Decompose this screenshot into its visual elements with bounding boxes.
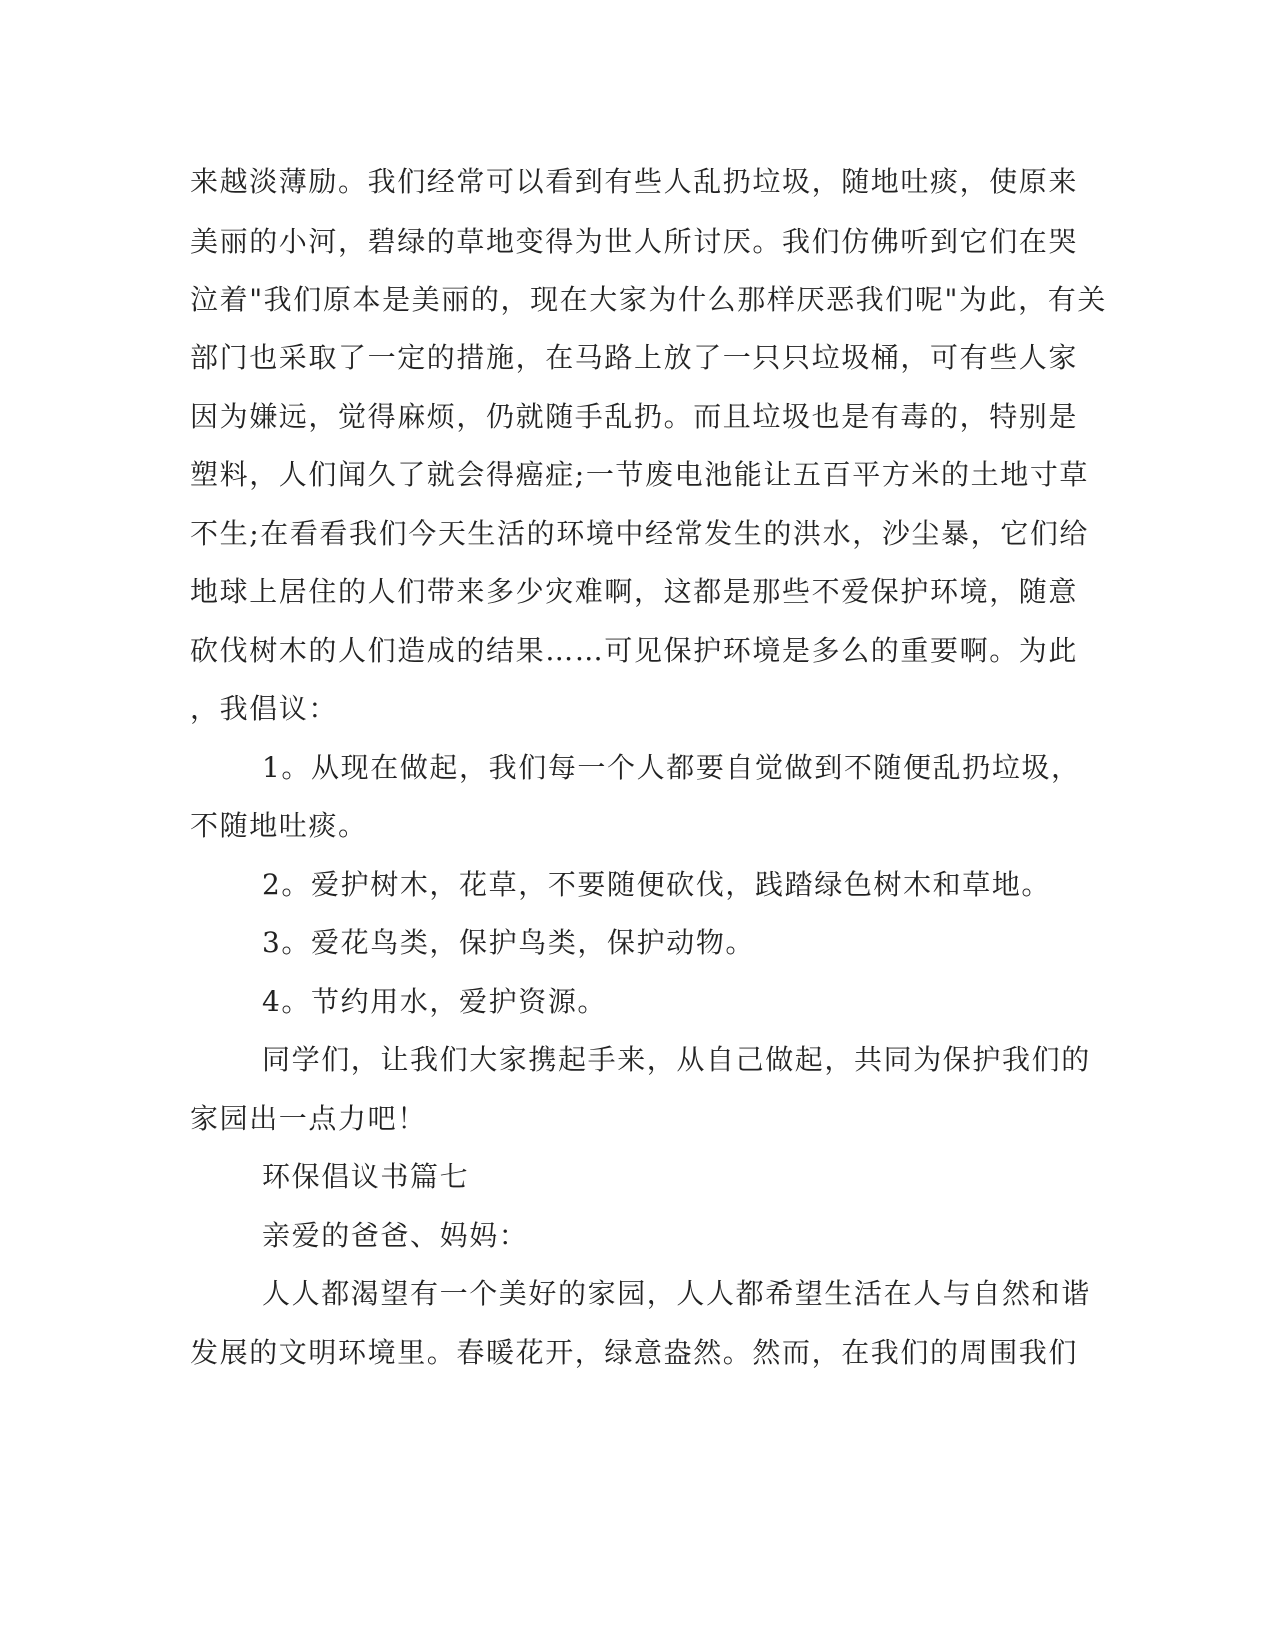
- text-line: 家园出一点力吧！: [190, 1102, 427, 1135]
- text-line: 因为嫌远，觉得麻烦，仍就随手乱扔。而且垃圾也是有毒的，特别是: [190, 400, 1079, 433]
- text-line: 不生;在看看我们今天生活的环境中经常发生的洪水，沙尘暴，它们给: [190, 517, 1090, 550]
- text-line: ，我倡议：: [190, 692, 339, 725]
- text-line: 砍伐树木的人们造成的结果……可见保护环境是多么的重要啊。为此: [190, 634, 1079, 667]
- section-heading: 环保倡议书篇七: [262, 1160, 470, 1193]
- salutation: 亲爱的爸爸、妈妈：: [262, 1219, 529, 1252]
- text-line: 泣着"我们原本是美丽的，现在大家为什么那样厌恶我们呢"为此，有关: [190, 283, 1107, 316]
- text-line: 塑料，人们闻久了就会得癌症;一节废电池能让五百平方米的土地寸草: [190, 458, 1090, 491]
- text-line: 美丽的小河，碧绿的草地变得为世人所讨厌。我们仿佛听到它们在哭: [190, 225, 1079, 258]
- list-item-3: 3。爱花鸟类，保护鸟类，保护动物。: [262, 926, 756, 959]
- list-item-2: 2。爱护树木，花草，不要随便砍伐，践踏绿色树木和草地。: [262, 868, 1052, 901]
- text-line: 发展的文明环境里。春暖花开，绿意盎然。然而，在我们的周围我们: [190, 1336, 1079, 1369]
- list-item-4: 4。节约用水，爱护资源。: [262, 985, 608, 1018]
- paragraph-start: 人人都渴望有一个美好的家园，人人都希望生活在人与自然和谐: [262, 1277, 1091, 1310]
- text-line: 部门也采取了一定的措施，在马路上放了一只只垃圾桶，可有些人家: [190, 341, 1079, 374]
- text-line: 地球上居住的人们带来多少灾难啊，这都是那些不爱保护环境，随意: [190, 575, 1079, 608]
- text-line: 不随地吐痰。: [190, 809, 368, 842]
- list-item-1: 1。从现在做起，我们每一个人都要自觉做到不随便乱扔垃圾，: [262, 751, 1081, 784]
- paragraph-start: 同学们，让我们大家携起手来，从自己做起，共同为保护我们的: [262, 1043, 1091, 1076]
- text-line: 来越淡薄励。我们经常可以看到有些人乱扔垃圾，随地吐痰，使原来: [190, 165, 1079, 198]
